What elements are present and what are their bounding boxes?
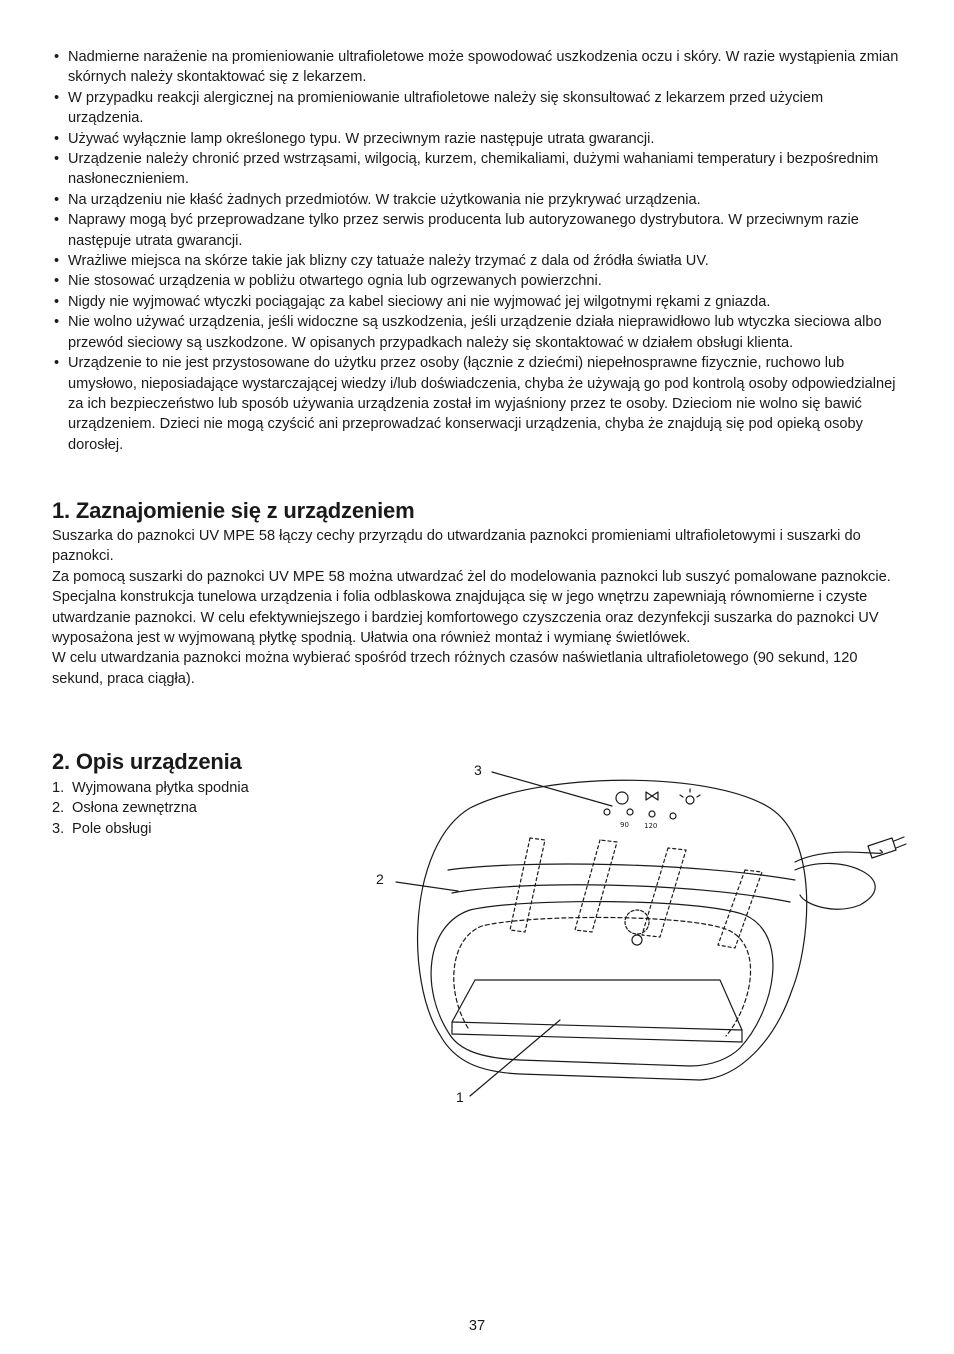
section1-paragraph: Za pomocą suszarki do paznokci UV MPE 58 można utwardzać żel do modelowania paznokci lub suszyć pomalowane paznokcie. <box>52 568 891 585</box>
safety-bullet: • Nie wolno używać urządzenia, jeśli widoczne są uszkodzenia, jeśli urządzenie działa nieprawidłowo lub wtyczka sieciowa albo przewód sieciowy są uszkodzone. W opisanych przypadkach należy się skontaktować w działem obsługi klienta. <box>52 312 902 353</box>
leader-line-3 <box>492 772 612 806</box>
safety-bullet: • W przypadku reakcji alergicznej na promieniowanie ultrafioletowe należy się skonsultować z lekarzem przed użyciem urządzenia. <box>52 88 902 129</box>
safety-bullet: • Nie stosować urządzenia w pobliżu otwartego ognia lub ogrzewanych powierzchni. <box>52 271 902 291</box>
safety-bullet: • Nigdy nie wyjmować wtyczki pociągając za kabel sieciowy ani nie wyjmować jej wilgotnymi rękami z gniazda. <box>52 292 902 312</box>
indicator-light <box>670 813 676 819</box>
fan-hub <box>632 935 642 945</box>
safety-bullet: • Wrażliwe miejsca na skórze takie jak blizny czy tatuaże należy trzymać z dala od źródła światła UV. <box>52 251 902 271</box>
parts-list-item <box>52 798 249 818</box>
leader-line-2 <box>396 882 458 891</box>
power-cord <box>795 850 882 862</box>
section1-paragraph: W celu utwardzania paznokci można wybierać spośród trzech różnych czasów naświetlania ultrafioletowego (90 sekund, 120 sekund, praca ciągła). <box>52 650 858 687</box>
panel-label-120: 120 <box>644 822 658 830</box>
safety-bullet: • Urządzenie to nie jest przystosowane do użytku przez osoby (łącznie z dziećmi) niepełnosprawne fizycznie, ruchowo lub umysłowo, nieposiadające wystarczającej wiedzy i/lub doświadczenia, chyba że używają go pod kontrolą osoby odpowiedzialnej za ich bezpieczeństwo lub sposób używania urządzenia został im wyjaśniony przez te osoby. Dzieciom nie wolno się bawić urządzeniem. Dzieci nie mogą czyścić ani przeprowadzać konserwacji urządzenia, chyba że znajdują się pod opieką osoby dorosłej. <box>52 353 902 455</box>
safety-bullet: • Używać wyłącznie lamp określonego typu. W przeciwnym razie następuje utrata gwarancji. <box>52 129 902 149</box>
part-label: Osłona zewnętrzna <box>72 800 197 817</box>
parts-list-item <box>52 778 249 798</box>
power-button-icon <box>616 792 628 804</box>
parts-list-item <box>52 819 249 839</box>
safety-bullet: • Na urządzeniu nie kłaść żadnych przedmiotów. W trakcie użytkowania nie przykrywać urządzenia. <box>52 190 902 210</box>
indicator-light <box>627 809 633 815</box>
page-number: 37 <box>468 1318 486 1334</box>
fan-icon <box>625 910 649 934</box>
lamp-button-icon <box>686 796 694 804</box>
safety-bullet: • Naprawy mogą być przeprowadzane tylko przez serwis producenta lub autoryzowanego dystrybutora. W przeciwnym razie następuje utrata gwarancji. <box>52 210 902 251</box>
callout-2: 2 <box>376 871 384 887</box>
safety-bullet-list <box>52 47 902 455</box>
device-illustration <box>370 755 910 1110</box>
section1-paragraph: Suszarka do paznokci UV MPE 58 łączy cechy przyrządu do utwardzania paznokci promieniami ultrafioletowymi i suszarki do paznokci. <box>52 528 861 565</box>
plug-pin <box>894 837 904 841</box>
part-label: Pole obsługi <box>72 820 152 837</box>
base-plate-edge <box>452 1022 742 1042</box>
plug-pin <box>896 844 906 848</box>
safety-bullet: • Nadmierne narażenie na promieniowanie ultrafioletowe może spowodować uszkodzenia oczu i skóry. W razie wystąpienia zmian skórnych należy skontaktować się z lekarzem. <box>52 47 902 88</box>
indicator-light <box>649 811 655 817</box>
part-label: Wyjmowana płytka spodnia <box>72 780 249 796</box>
front-rim <box>448 864 795 880</box>
safety-bullet: • Urządzenie należy chronić przed wstrząsami, wilgocią, kurzem, chemikaliami, dużymi wahaniami temperatury i bezpośrednim nasłonecznieniem. <box>52 149 902 190</box>
tunnel-inner <box>454 917 751 1036</box>
fan-button-icon <box>646 792 658 800</box>
part-number: 1. <box>52 780 65 796</box>
leader-line-1 <box>470 1020 560 1096</box>
part-number: 3. <box>52 820 65 837</box>
plug-icon <box>868 838 896 858</box>
section1-paragraph: Specjalna konstrukcja tunelowa urządzenia i folia odblaskowa znajdująca się w jego wnętrzu zapewniają równomierne i czyste utwardzanie paznokci. W celu efektywniejszego i bardziej komfortowego czyszczenia oraz dezynfekcji suszarka do paznokci UV wyposażona jest w wyjmowaną płytkę spodnią. Ułatwia ona również montaż i wymianę świetlówek. <box>52 589 879 647</box>
callout-1: 1 <box>456 1089 464 1105</box>
parts-list <box>52 778 249 839</box>
panel-label-90: 90 <box>620 821 629 829</box>
callout-3: 3 <box>474 762 482 778</box>
section1-heading: 1. Zaznajomienie się z urządzeniem <box>52 498 415 523</box>
section2-heading: 2. Opis urządzenia <box>52 749 242 774</box>
uv-lamp <box>575 840 617 932</box>
indicator-light <box>604 809 610 815</box>
base-plate <box>452 980 742 1030</box>
section1-body <box>52 526 902 689</box>
uv-lamp <box>718 870 762 948</box>
part-number: 2. <box>52 800 65 817</box>
